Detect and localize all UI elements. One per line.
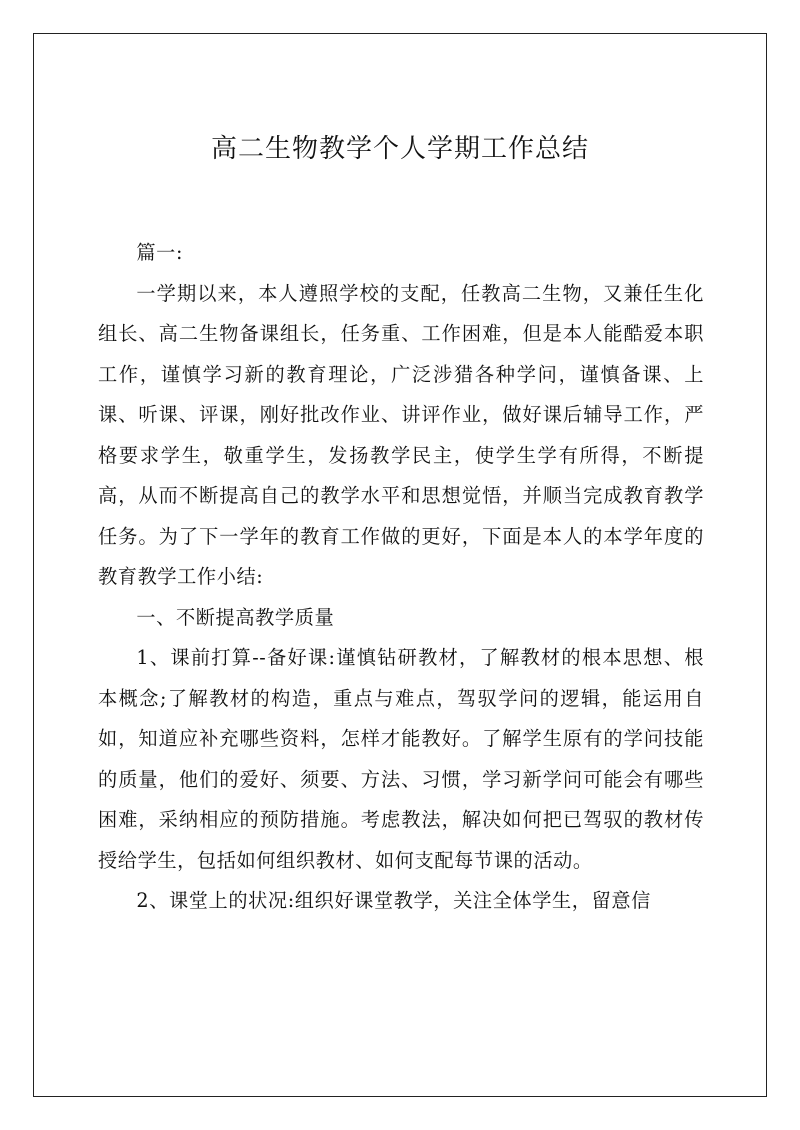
body-paragraph: 1、课前打算--备好课:谨慎钻研教材，了解教材的根本思想、根本概念;了解教材的构造，重点与难点，驾驭学问的逻辑，能运用自如，知道应补充哪些资料，怎样才能教好。了解学生原有的学问技能的质量，他们的爱好、须要、方法、习惯，学习新学问可能会有哪些困难，采纳相应的预防措施。考虑教法，解决如何把已驾驭的教材传授给学生，包括如何组织教材、如何支配每节课的活动。	[98, 646, 704, 872]
document-title: 高二生物教学个人学期工作总结	[210, 134, 589, 164]
section-label: 篇一:	[136, 241, 184, 264]
intro-paragraph: 一学期以来，本人遵照学校的支配，任教高二生物，又兼任生化组长、高二生物备课组长，任务重、工作困难，但是本人能酷爱本职工作，谨慎学习新的教育理论，广泛涉猎各种学问，谨慎备课、上课、听课、评课，刚好批改作业、讲评作业，做好课后辅导工作，严格要求学生，敬重学生，发扬教学民主，使学生学有所得，不断提高，从而不断提高自己的教学水平和思想觉悟，并顺当完成教育教学任务。为了下一学年的教育工作做的更好，下面是本人的本学年度的教育教学工作小结:	[98, 281, 704, 588]
body-paragraph: 2、课堂上的状况:组织好课堂教学，关注全体学生，留意信	[136, 889, 651, 912]
section-heading: 一、不断提高教学质量	[136, 605, 335, 629]
document-body	[98, 233, 704, 922]
